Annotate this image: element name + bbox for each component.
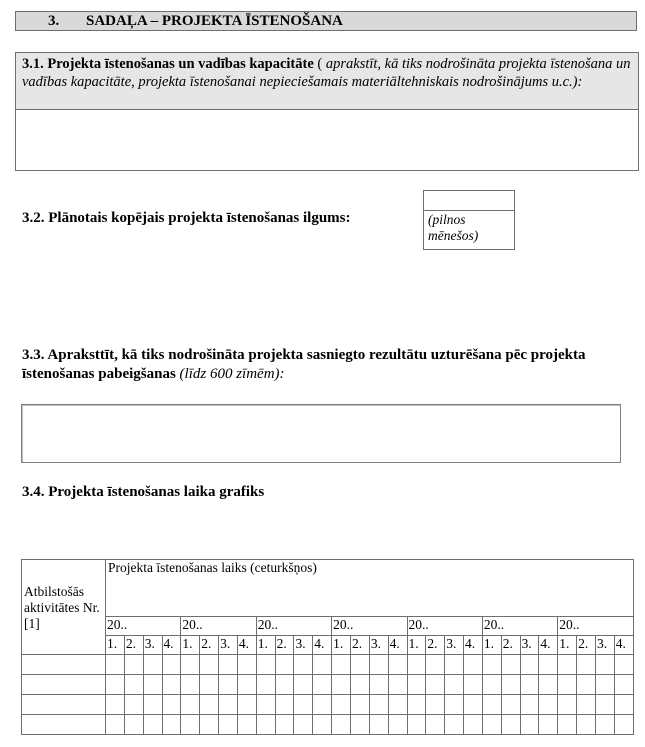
schedule-cell[interactable] — [162, 655, 181, 675]
field-31-title: Projekta īstenošanas un vadības kapacitāte — [47, 56, 314, 72]
schedule-cell[interactable] — [124, 675, 143, 695]
section-title: SADAĻA – PROJEKTA ĪSTENOŠANA — [86, 13, 343, 29]
schedule-cell[interactable] — [332, 675, 351, 695]
schedule-cell[interactable] — [539, 655, 558, 675]
schedule-cell[interactable] — [332, 715, 351, 735]
quarter-cell: 3. — [445, 636, 464, 655]
schedule-cell[interactable] — [482, 675, 501, 695]
schedule-cell[interactable] — [256, 695, 275, 715]
field-31-hint: aprakstīt, kā tiks nodrošināta projekta īstenošana un vadības kapacitāte, projekta īstenošanai nepieciešamais materiāltehniskais nodrošinājums u.c.): — [22, 56, 631, 90]
schedule-cell[interactable] — [313, 715, 332, 735]
quarter-cell: 2. — [426, 636, 445, 655]
quarter-cell: 2. — [124, 636, 143, 655]
schedule-cell[interactable] — [200, 695, 219, 715]
field-34-label: 3.4. Projekta īstenošanas laika grafiks — [22, 484, 265, 500]
schedule-cell[interactable] — [539, 715, 558, 735]
field-32-label: 3.2. Plānotais kopējais projekta īstenošanas ilgums: — [22, 210, 351, 226]
schedule-cell[interactable] — [332, 655, 351, 675]
schedule-cell[interactable] — [445, 715, 464, 735]
schedule-cell[interactable] — [464, 655, 483, 675]
year-cell: 20.. — [558, 617, 633, 636]
schedule-cell[interactable] — [464, 675, 483, 695]
schedule-table — [21, 559, 634, 735]
schedule-cell[interactable] — [124, 695, 143, 715]
schedule-cell[interactable] — [614, 715, 633, 735]
duration-input[interactable] — [424, 191, 514, 211]
schedule-cell[interactable] — [407, 695, 426, 715]
schedule-cell[interactable] — [614, 675, 633, 695]
schedule-cell[interactable] — [294, 715, 313, 735]
schedule-cell[interactable] — [445, 655, 464, 675]
quarter-row — [22, 636, 634, 655]
quarter-cell: 4. — [237, 636, 256, 655]
schedule-cell[interactable] — [219, 675, 238, 695]
schedule-cell[interactable] — [595, 695, 614, 715]
schedule-cell[interactable] — [143, 715, 162, 735]
quarter-cell: 1. — [558, 636, 577, 655]
schedule-cell[interactable] — [445, 675, 464, 695]
activity-number-cell[interactable] — [22, 715, 106, 735]
schedule-cell[interactable] — [445, 695, 464, 715]
activity-number-cell[interactable] — [22, 655, 106, 675]
quarter-cell: 2. — [200, 636, 219, 655]
quarter-cell: 4. — [539, 636, 558, 655]
schedule-cell[interactable] — [501, 655, 520, 675]
schedule-cell[interactable] — [237, 675, 256, 695]
quarter-cell: 2. — [501, 636, 520, 655]
schedule-cell[interactable] — [181, 715, 200, 735]
schedule-cell[interactable] — [558, 695, 577, 715]
schedule-cell[interactable] — [313, 695, 332, 715]
quarter-cell: 1. — [332, 636, 351, 655]
table-row — [22, 655, 634, 675]
schedule-cell[interactable] — [558, 655, 577, 675]
activity-number-header: Atbilstošās aktivitātes Nr. [1] — [22, 560, 106, 655]
schedule-cell[interactable] — [162, 695, 181, 715]
schedule-cell[interactable] — [237, 655, 256, 675]
schedule-cell[interactable] — [520, 655, 539, 675]
field-33-label-limit: (līdz 600 zīmēm): — [175, 366, 285, 382]
schedule-cell[interactable] — [181, 675, 200, 695]
schedule-cell[interactable] — [595, 655, 614, 675]
schedule-cell[interactable] — [482, 655, 501, 675]
quarter-cell: 1. — [181, 636, 200, 655]
field-31-box — [15, 52, 639, 171]
quarter-cell: 1. — [256, 636, 275, 655]
schedule-cell[interactable] — [539, 695, 558, 715]
schedule-cell[interactable] — [558, 715, 577, 735]
schedule-cell[interactable] — [520, 675, 539, 695]
table-row — [22, 675, 634, 695]
schedule-cell[interactable] — [407, 675, 426, 695]
quarter-cell: 1. — [106, 636, 125, 655]
schedule-cell[interactable] — [595, 675, 614, 695]
schedule-cell[interactable] — [143, 675, 162, 695]
schedule-cell[interactable] — [219, 655, 238, 675]
schedule-cell[interactable] — [124, 715, 143, 735]
schedule-cell[interactable] — [106, 655, 125, 675]
schedule-cell[interactable] — [501, 675, 520, 695]
schedule-cell[interactable] — [407, 655, 426, 675]
schedule-cell[interactable] — [464, 715, 483, 735]
field-33-label-bold: 3.3. Apraksttīt, kā tiks nodrošināta projekta sasniegto rezultātu uzturēšana pēc projekta īstenošanas pabeigšanas — [22, 347, 586, 382]
quarter-cell: 1. — [407, 636, 426, 655]
schedule-cell[interactable] — [143, 655, 162, 675]
schedule-cell[interactable] — [388, 715, 407, 735]
schedule-cell[interactable] — [181, 695, 200, 715]
year-cell: 20.. — [407, 617, 482, 636]
table-row — [22, 695, 634, 715]
schedule-cell[interactable] — [482, 695, 501, 715]
section-number: 3. — [48, 13, 60, 29]
schedule-cell[interactable] — [294, 655, 313, 675]
schedule-cell[interactable] — [106, 675, 125, 695]
quarter-cell: 4. — [388, 636, 407, 655]
field-31-paren: ( — [313, 56, 326, 72]
quarter-cell: 4. — [162, 636, 181, 655]
schedule-cell[interactable] — [313, 675, 332, 695]
schedule-cell[interactable] — [200, 655, 219, 675]
schedule-cell[interactable] — [577, 695, 596, 715]
schedule-cell[interactable] — [426, 655, 445, 675]
quarter-cell: 3. — [369, 636, 388, 655]
schedule-cell[interactable] — [614, 655, 633, 675]
schedule-cell[interactable] — [558, 675, 577, 695]
schedule-cell[interactable] — [237, 715, 256, 735]
schedule-cell[interactable] — [162, 675, 181, 695]
schedule-cell[interactable] — [162, 715, 181, 735]
schedule-header-row — [22, 560, 634, 617]
schedule-cell[interactable] — [200, 715, 219, 735]
schedule-cell[interactable] — [219, 715, 238, 735]
year-cell: 20.. — [332, 617, 407, 636]
schedule-cell[interactable] — [595, 715, 614, 735]
schedule-cell[interactable] — [294, 675, 313, 695]
field-33-label — [22, 346, 622, 384]
schedule-cell[interactable] — [426, 715, 445, 735]
schedule-cell[interactable] — [350, 655, 369, 675]
schedule-cell[interactable] — [256, 675, 275, 695]
schedule-cell[interactable] — [350, 715, 369, 735]
quarter-cell: 2. — [350, 636, 369, 655]
schedule-cell[interactable] — [577, 715, 596, 735]
year-cell: 20.. — [181, 617, 256, 636]
schedule-cell[interactable] — [388, 655, 407, 675]
duration-unit-note: (pilnos mēnešos) — [428, 212, 479, 243]
schedule-cell[interactable] — [256, 655, 275, 675]
quarter-cell: 4. — [464, 636, 483, 655]
quarter-cell: 2. — [275, 636, 294, 655]
quarter-cell: 4. — [614, 636, 633, 655]
activity-number-cell[interactable] — [22, 675, 106, 695]
year-cell: 20.. — [482, 617, 557, 636]
schedule-cell[interactable] — [501, 715, 520, 735]
schedule-cell[interactable] — [332, 695, 351, 715]
schedule-cell[interactable] — [369, 715, 388, 735]
schedule-cell[interactable] — [106, 715, 125, 735]
schedule-cell[interactable] — [369, 675, 388, 695]
schedule-cell[interactable] — [577, 655, 596, 675]
schedule-cell[interactable] — [256, 715, 275, 735]
schedule-cell[interactable] — [200, 675, 219, 695]
schedule-cell[interactable] — [388, 675, 407, 695]
year-cell: 20.. — [256, 617, 331, 636]
schedule-cell[interactable] — [181, 655, 200, 675]
schedule-cell[interactable] — [539, 675, 558, 695]
quarter-cell: 1. — [482, 636, 501, 655]
field-31-input[interactable] — [16, 110, 638, 170]
section-header — [15, 11, 637, 31]
quarter-cell: 4. — [313, 636, 332, 655]
schedule-cell[interactable] — [143, 695, 162, 715]
schedule-cell[interactable] — [275, 675, 294, 695]
year-cell: 20.. — [106, 617, 181, 636]
schedule-cell[interactable] — [369, 655, 388, 675]
schedule-cell[interactable] — [294, 695, 313, 715]
activity-number-cell[interactable] — [22, 695, 106, 715]
schedule-cell[interactable] — [614, 695, 633, 715]
schedule-cell[interactable] — [237, 695, 256, 715]
schedule-cell[interactable] — [275, 695, 294, 715]
field-32-box — [423, 190, 515, 250]
schedule-cell[interactable] — [426, 675, 445, 695]
quarter-cell: 2. — [577, 636, 596, 655]
schedule-cell[interactable] — [520, 715, 539, 735]
field-31-header — [16, 53, 638, 110]
schedule-cell[interactable] — [501, 695, 520, 715]
table-row — [22, 715, 634, 735]
quarter-cell: 3. — [294, 636, 313, 655]
schedule-cell[interactable] — [407, 715, 426, 735]
schedule-cell[interactable] — [577, 675, 596, 695]
period-header: Projekta īstenošanas laiks (ceturkšņos) — [106, 560, 634, 617]
quarter-cell: 3. — [595, 636, 614, 655]
schedule-cell[interactable] — [520, 695, 539, 715]
schedule-cell[interactable] — [275, 655, 294, 675]
schedule-cell[interactable] — [464, 695, 483, 715]
schedule-cell[interactable] — [426, 695, 445, 715]
schedule-cell[interactable] — [350, 675, 369, 695]
schedule-cell[interactable] — [350, 695, 369, 715]
schedule-cell[interactable] — [124, 655, 143, 675]
year-row — [22, 617, 634, 636]
schedule-cell[interactable] — [106, 695, 125, 715]
field-31-number: 3.1. — [22, 56, 44, 72]
schedule-cell[interactable] — [369, 695, 388, 715]
schedule-cell[interactable] — [313, 655, 332, 675]
schedule-cell[interactable] — [388, 695, 407, 715]
quarter-cell: 3. — [143, 636, 162, 655]
field-33-input[interactable] — [21, 404, 621, 463]
quarter-cell: 3. — [219, 636, 238, 655]
quarter-cell: 3. — [520, 636, 539, 655]
schedule-cell[interactable] — [275, 715, 294, 735]
schedule-cell[interactable] — [482, 715, 501, 735]
schedule-cell[interactable] — [219, 695, 238, 715]
